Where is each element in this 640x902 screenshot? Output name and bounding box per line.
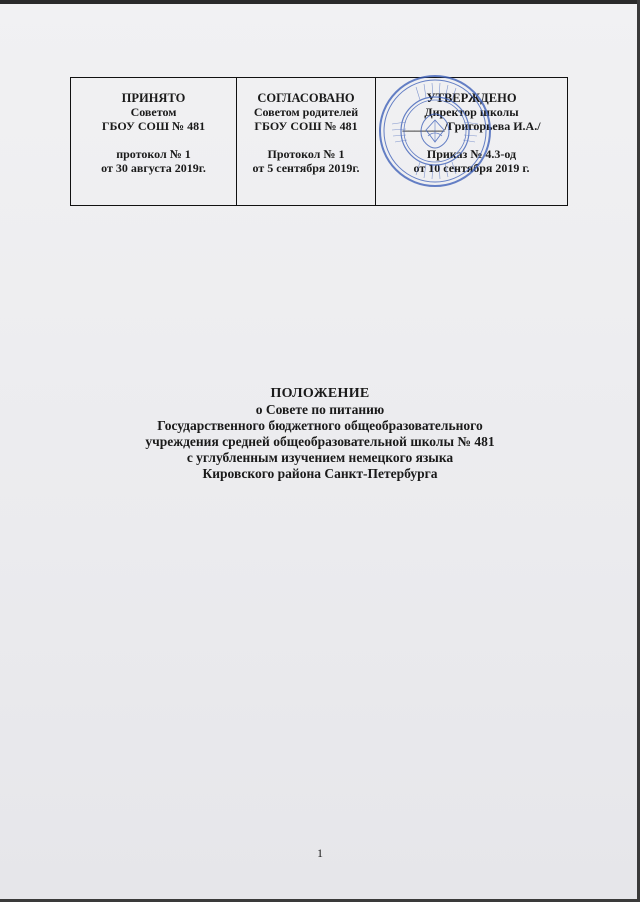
accepted-date: от 30 августа 2019г.: [101, 161, 206, 175]
document-title-line3: учреждения средней общеобразовательной школы № 481: [145, 434, 495, 449]
document-title-line4: с углубленным изучением немецкого языка: [186, 450, 454, 465]
page-number: 1: [317, 846, 323, 860]
document-title-block: [0, 386, 640, 482]
approved-position: Директор школы: [424, 105, 519, 119]
document-title-line2: Государственного бюджетного общеобразовательного: [157, 418, 483, 433]
document-title-line5: Кировского района Санкт-Петербурга: [202, 466, 438, 481]
agreed-date: от 5 сентября 2019г.: [252, 161, 360, 175]
approval-table: [70, 77, 568, 206]
accepted-title: ПРИНЯТО: [121, 91, 186, 105]
agreed-body-line2: ГБОУ СОШ № 481: [254, 119, 358, 133]
approval-row: [71, 78, 568, 206]
accepted-protocol: протокол № 1: [116, 147, 191, 161]
accepted-body-line2: ГБОУ СОШ № 481: [101, 119, 206, 133]
agreed-title: СОГЛАСОВАНО: [257, 91, 355, 105]
accepted-cell: [71, 78, 237, 206]
approved-order: Приказ № 4.3-од: [426, 147, 517, 161]
agreed-protocol: Протокол № 1: [267, 147, 345, 161]
agreed-cell: [237, 78, 376, 206]
approved-title: УТВЕРЖДЕНО: [426, 91, 517, 105]
document-title-line1: о Совете по питанию: [255, 402, 385, 417]
approved-signature-line: _______/Григорьева И.А./: [402, 119, 541, 133]
accepted-body-line1: Советом: [130, 105, 177, 119]
scan-edge-top: [0, 0, 640, 4]
approved-date: от 10 сентября 2019 г.: [413, 161, 530, 175]
agreed-body-line1: Советом родителей: [253, 105, 359, 119]
approved-cell: [376, 78, 568, 206]
document-heading: ПОЛОЖЕНИЕ: [270, 386, 370, 401]
